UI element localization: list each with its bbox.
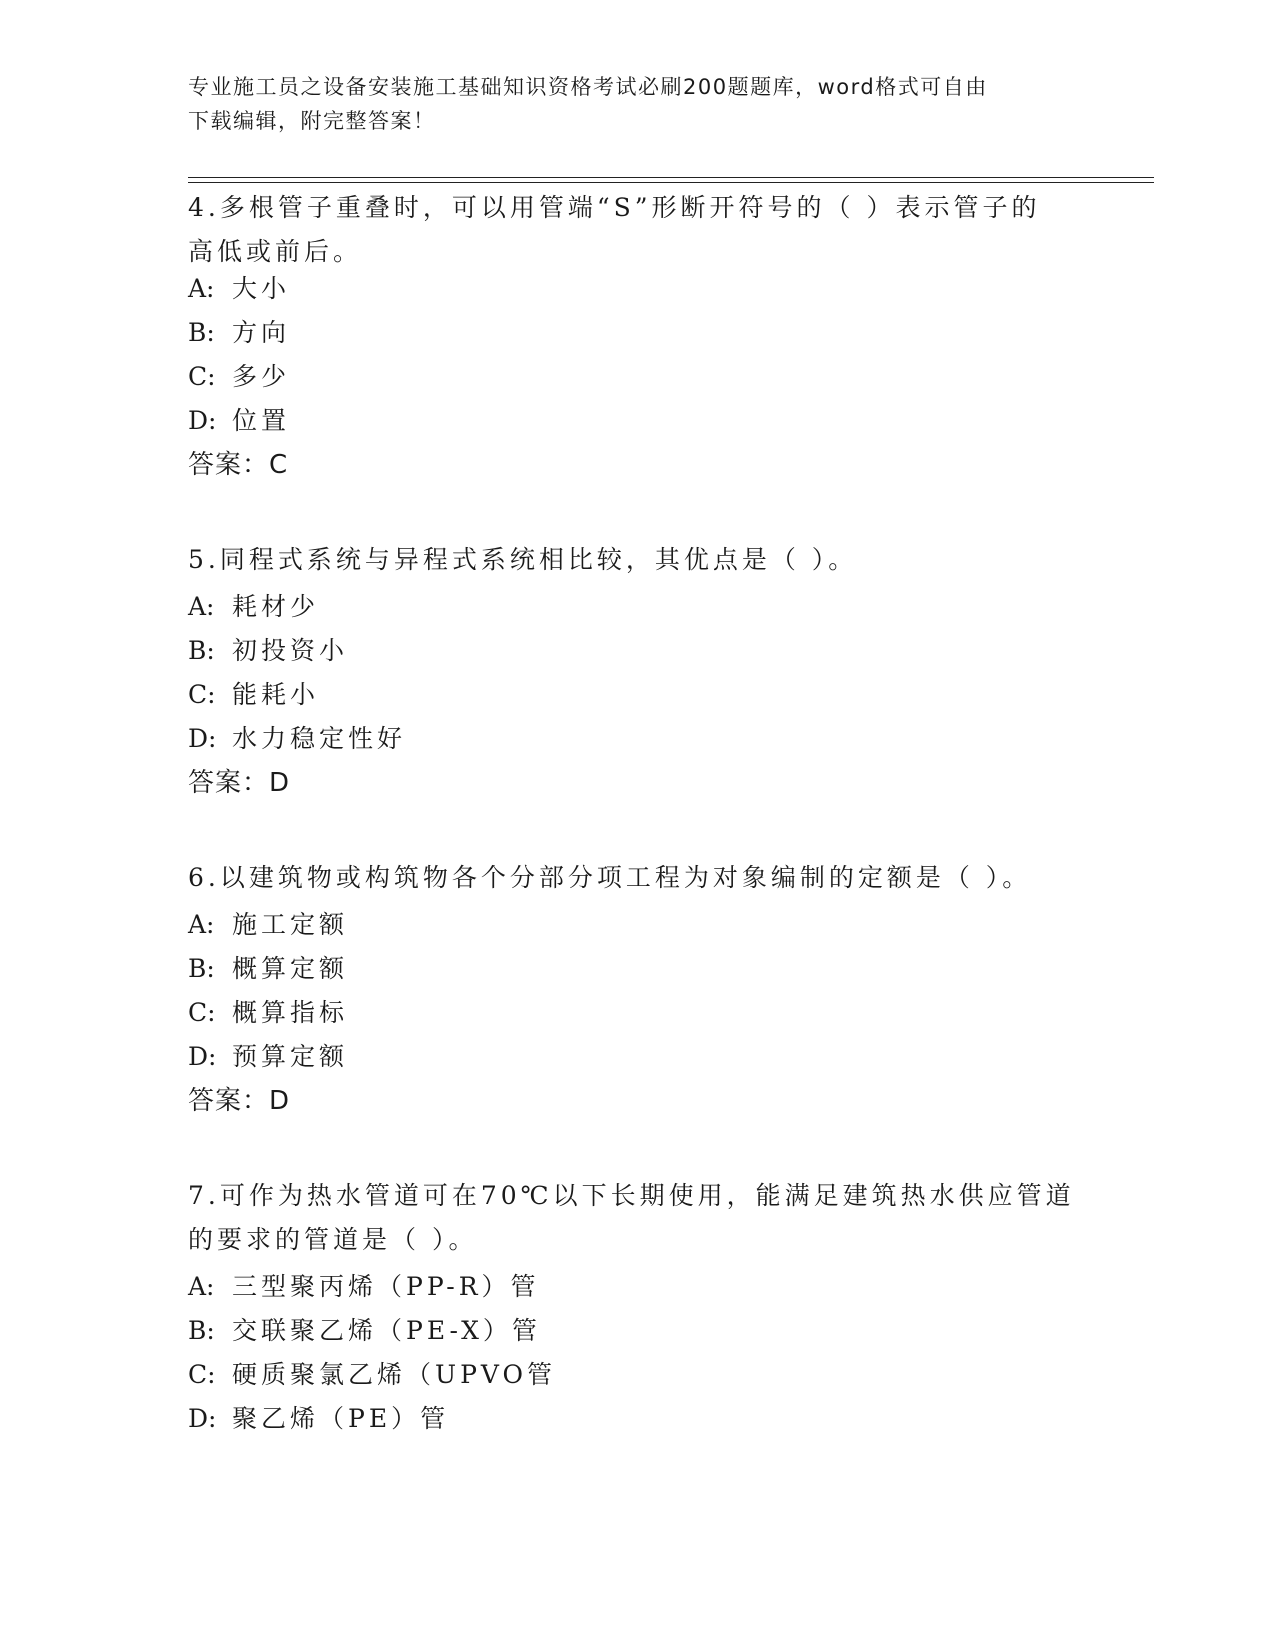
question-4-option-a	[188, 272, 290, 306]
option-text: 概算定额	[232, 954, 349, 983]
option-text: 硬质聚氯乙烯（UPVO管	[232, 1360, 557, 1389]
option-label: B:	[188, 1316, 215, 1345]
option-label: C:	[188, 1360, 216, 1389]
option-text: 大小	[232, 274, 291, 303]
option-text: 初投资小	[232, 636, 349, 665]
option-text: 施工定额	[232, 910, 349, 939]
option-text: 多少	[232, 362, 291, 391]
question-5-answer: 答案：D	[188, 768, 291, 798]
question-5-option-d	[188, 722, 406, 756]
question-stem-line: 的要求的管道是（ ）。	[188, 1225, 478, 1254]
option-text: 方向	[232, 318, 291, 347]
option-text: 水力稳定性好	[232, 724, 407, 753]
option-label: D:	[188, 406, 217, 435]
option-text: 耗材少	[232, 592, 320, 621]
question-7-option-a	[188, 1270, 540, 1304]
question-6-option-a	[188, 908, 348, 942]
question-4-stem	[188, 186, 1088, 274]
question-7-stem	[188, 1174, 1088, 1262]
question-6-answer: 答案：D	[188, 1086, 291, 1116]
option-text: 概算指标	[232, 998, 349, 1027]
header-line-1: 专业施工员之设备安装施工基础知识资格考试必刷200题题库，word格式可自由	[188, 75, 988, 99]
option-label: A:	[188, 274, 215, 303]
question-stem-line: 6.以建筑物或构筑物各个分部分项工程为对象编制的定额是（ ）。	[188, 863, 1032, 892]
question-7-option-c	[188, 1358, 556, 1392]
question-5-option-b	[188, 634, 348, 668]
option-label: C:	[188, 998, 216, 1027]
option-label: B:	[188, 636, 215, 665]
option-label: A:	[188, 1272, 215, 1301]
option-label: A:	[188, 910, 215, 939]
question-4-option-d	[188, 404, 290, 438]
option-label: C:	[188, 680, 216, 709]
option-text: 能耗小	[232, 680, 320, 709]
question-6-stem	[188, 856, 1088, 900]
option-text: 三型聚丙烯（PP-R）管	[232, 1272, 540, 1301]
question-5-option-a	[188, 590, 319, 624]
option-label: A:	[188, 592, 215, 621]
question-7-option-d	[188, 1402, 449, 1436]
question-stem-line: 5.同程式系统与异程式系统相比较，其优点是（ ）。	[188, 545, 858, 574]
question-5-stem	[188, 538, 1088, 582]
header-divider-bottom	[188, 182, 1154, 183]
question-4-option-c	[188, 360, 290, 394]
option-label: C:	[188, 362, 216, 391]
option-label: D:	[188, 1404, 217, 1433]
question-6-option-c	[188, 996, 348, 1030]
question-stem-line: 高低或前后。	[188, 237, 363, 266]
question-4-option-b	[188, 316, 290, 350]
option-label: B:	[188, 954, 215, 983]
question-7-option-b	[188, 1314, 541, 1348]
option-label: D:	[188, 724, 217, 753]
question-4-answer: 答案：C	[188, 450, 289, 480]
option-text: 预算定额	[232, 1042, 349, 1071]
question-stem-line: 4.多根管子重叠时，可以用管端“S”形断开符号的（ ）表示管子的	[188, 193, 1041, 222]
option-text: 位置	[232, 406, 291, 435]
question-6-option-d	[188, 1040, 348, 1074]
question-6-option-b	[188, 952, 348, 986]
option-text: 交联聚乙烯（PE-X）管	[232, 1316, 541, 1345]
question-stem-line: 7.可作为热水管道可在70℃以下长期使用，能满足建筑热水供应管道	[188, 1181, 1075, 1210]
option-text: 聚乙烯（PE）管	[232, 1404, 450, 1433]
header-divider-top	[188, 177, 1154, 178]
option-label: B:	[188, 318, 215, 347]
header-line-2: 下载编辑，附完整答案！	[188, 109, 436, 133]
document-header	[188, 70, 1068, 138]
option-label: D:	[188, 1042, 217, 1071]
question-5-option-c	[188, 678, 319, 712]
